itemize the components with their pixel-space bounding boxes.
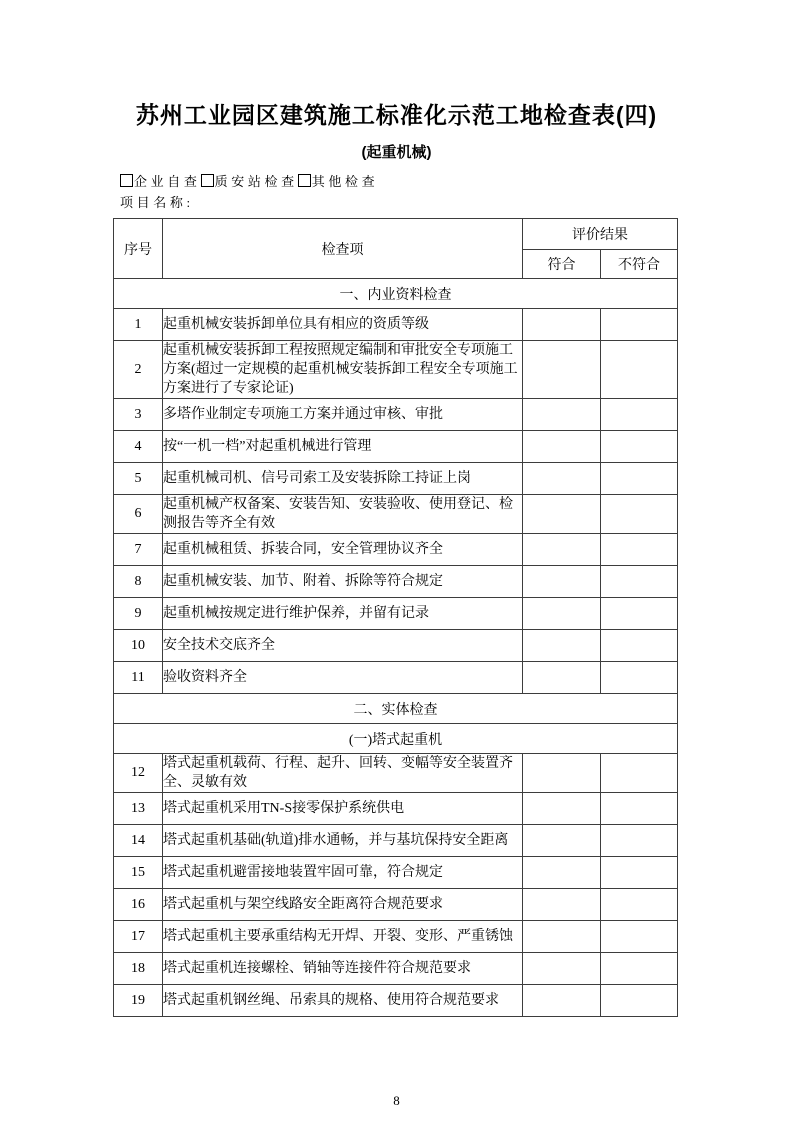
row-number: 11 [114,662,163,694]
pass-cell [523,754,601,793]
fail-cell [601,309,678,341]
pass-cell [523,953,601,985]
pass-cell [523,662,601,694]
pass-cell [523,889,601,921]
fail-cell [601,463,678,495]
pass-cell [523,534,601,566]
checkbox-icon [201,174,214,187]
table-row [114,431,678,463]
row-number: 17 [114,921,163,953]
row-text: 安全技术交底齐全 [163,630,523,662]
pass-cell [523,921,601,953]
pass-cell [523,598,601,630]
row-text: 起重机械安装、加节、附着、拆除等符合规定 [163,566,523,598]
fail-cell [601,921,678,953]
row-number: 3 [114,399,163,431]
table-row [114,598,678,630]
table-row [114,985,678,1017]
checkbox-icon [298,174,311,187]
row-text: 起重机械安装拆卸工程按照规定编制和审批安全专项施工方案(超过一定规模的起重机械安装拆卸工程安全专项施工方案进行了专家论证) [163,341,523,399]
fail-cell [601,566,678,598]
fail-cell [601,431,678,463]
fail-cell [601,754,678,793]
row-number: 12 [114,754,163,793]
check-option-label: 质安站检查 [214,174,298,189]
check-option-label: 企业自查 [134,174,201,189]
table-row [114,825,678,857]
header-index: 序号 [114,219,163,279]
pass-cell [523,630,601,662]
check-options-line [120,171,793,192]
inspection-table [113,218,678,1017]
table-row [114,463,678,495]
row-number: 19 [114,985,163,1017]
fail-cell [601,857,678,889]
row-text: 塔式起重机采用TN-S接零保护系统供电 [163,793,523,825]
row-text: 起重机械按规定进行维护保养，并留有记录 [163,598,523,630]
fail-cell [601,662,678,694]
inspection-table-body [114,279,678,1017]
fail-cell [601,341,678,399]
row-text: 起重机械租赁、拆装合同，安全管理协议齐全 [163,534,523,566]
header-item: 检查项 [163,219,523,279]
fail-cell [601,985,678,1017]
row-text: 多塔作业制定专项施工方案并通过审核、审批 [163,399,523,431]
table-row [114,309,678,341]
table-row [114,534,678,566]
row-number: 4 [114,431,163,463]
row-text: 塔式起重机与架空线路安全距离符合规范要求 [163,889,523,921]
row-number: 8 [114,566,163,598]
table-header-row [114,219,678,250]
fail-cell [601,534,678,566]
row-text: 起重机械安装拆卸单位具有相应的资质等级 [163,309,523,341]
row-number: 9 [114,598,163,630]
table-row [114,889,678,921]
pass-cell [523,985,601,1017]
page-title: 苏州工业园区建筑施工标准化示范工地检查表(四) [135,102,658,128]
row-text: 按“一机一档”对起重机械进行管理 [163,431,523,463]
fail-cell [601,793,678,825]
row-number: 15 [114,857,163,889]
table-row [114,495,678,534]
section-row [114,279,678,309]
fail-cell [601,825,678,857]
row-number: 18 [114,953,163,985]
row-text: 塔式起重机避雷接地装置牢固可靠，符合规定 [163,857,523,889]
pass-cell [523,566,601,598]
row-text: 塔式起重机基础(轨道)排水通畅，并与基坑保持安全距离 [163,825,523,857]
header-pass: 符合 [523,250,601,279]
check-option [120,171,201,192]
table-row [114,953,678,985]
row-text: 起重机械产权备案、安装告知、安装验收、使用登记、检测报告等齐全有效 [163,495,523,534]
project-name-label: 项目名称: [120,195,194,210]
row-number: 14 [114,825,163,857]
row-number: 2 [114,341,163,399]
row-number: 16 [114,889,163,921]
page-subtitle: (起重机械) [361,144,432,161]
meta-block [120,171,793,213]
pass-cell [523,857,601,889]
pass-cell [523,825,601,857]
section-row [114,724,678,754]
row-text: 塔式起重机钢丝绳、吊索具的规格、使用符合规范要求 [163,985,523,1017]
fail-cell [601,495,678,534]
table-row [114,857,678,889]
row-number: 7 [114,534,163,566]
row-number: 5 [114,463,163,495]
page-number: 8 [393,1093,400,1108]
pass-cell [523,463,601,495]
pass-cell [523,341,601,399]
section-label: 一、内业资料检查 [114,279,678,309]
table-row [114,630,678,662]
pass-cell [523,793,601,825]
pass-cell [523,495,601,534]
row-number: 10 [114,630,163,662]
fail-cell [601,399,678,431]
pass-cell [523,399,601,431]
section-label: (一)塔式起重机 [114,724,678,754]
table-row [114,566,678,598]
row-number: 13 [114,793,163,825]
fail-cell [601,630,678,662]
row-text: 验收资料齐全 [163,662,523,694]
row-text: 塔式起重机主要承重结构无开焊、开裂、变形、严重锈蚀 [163,921,523,953]
row-number: 1 [114,309,163,341]
header-result: 评价结果 [523,219,678,250]
pass-cell [523,309,601,341]
pass-cell [523,431,601,463]
row-text: 塔式起重机载荷、行程、起升、回转、变幅等安全装置齐全、灵敏有效 [163,754,523,793]
check-option [298,171,379,192]
section-label: 二、实体检查 [114,694,678,724]
fail-cell [601,889,678,921]
table-row [114,399,678,431]
row-number: 6 [114,495,163,534]
fail-cell [601,953,678,985]
section-row [114,694,678,724]
check-option-label: 其他检查 [311,174,379,189]
table-row [114,921,678,953]
check-option [201,171,298,192]
table-row [114,662,678,694]
row-text: 起重机械司机、信号司索工及安装拆除工持证上岗 [163,463,523,495]
fail-cell [601,598,678,630]
checkbox-icon [120,174,133,187]
row-text: 塔式起重机连接螺栓、销轴等连接件符合规范要求 [163,953,523,985]
table-row [114,793,678,825]
table-row [114,754,678,793]
table-row [114,341,678,399]
header-fail: 不符合 [601,250,678,279]
